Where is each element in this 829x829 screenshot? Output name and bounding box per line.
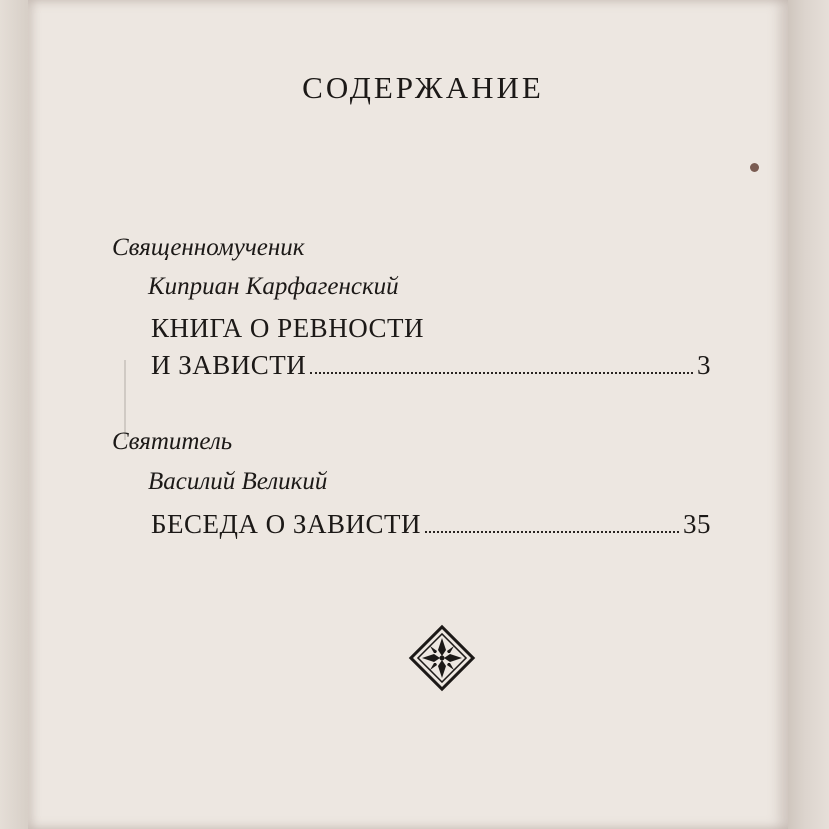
entry-1-toc-line[interactable] <box>151 350 711 381</box>
page-left-edge <box>0 0 28 829</box>
dot-leader <box>310 372 693 374</box>
page-right-edge <box>788 0 829 829</box>
entry-1-author-name: Киприан Карфагенский <box>148 273 399 300</box>
entry-2-author-rank: Святитель <box>112 428 233 455</box>
entry-1-title-line-2: И ЗАВИСТИ <box>151 350 307 380</box>
entry-2-page-number: 35 <box>683 509 711 539</box>
entry-1-author-rank: Священномученик <box>112 234 305 261</box>
book-page <box>28 0 788 829</box>
entry-2-toc-line[interactable] <box>151 509 711 540</box>
entry-1-title-line-1: КНИГА О РЕВНОСТИ <box>151 313 425 343</box>
entry-2-title: БЕСЕДА О ЗАВИСТИ <box>151 509 421 539</box>
entry-2-author-name: Василий Великий <box>148 468 328 495</box>
diamond-ornament-icon <box>406 622 478 694</box>
entry-1-page-number: 3 <box>697 350 711 380</box>
page-title: СОДЕРЖАНИЕ <box>302 70 544 105</box>
dot-leader <box>425 531 679 533</box>
ink-spot <box>750 163 759 172</box>
